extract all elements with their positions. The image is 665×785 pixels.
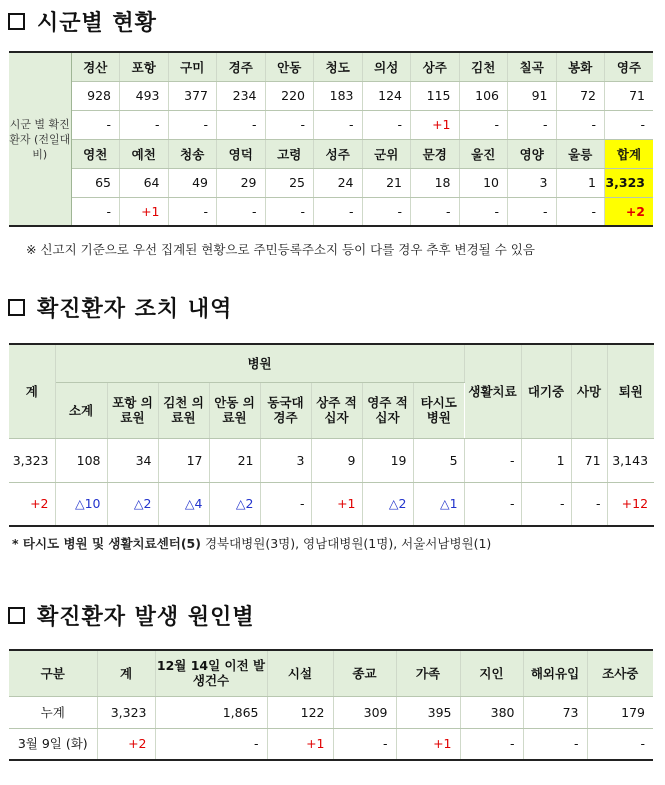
header-hospital-sub: 소계 bbox=[55, 382, 107, 438]
measures-note-text: 경북대병원(3명), 영남대병원(1명), 서울서남병원(1) bbox=[200, 536, 492, 551]
city-cell: 안동 bbox=[265, 52, 314, 81]
city-cell: 234 bbox=[217, 81, 266, 110]
city-cell: 영덕 bbox=[217, 139, 266, 168]
measures-total-cell: 3 bbox=[260, 438, 311, 482]
city-status-table bbox=[9, 51, 653, 227]
city-cell: - bbox=[265, 110, 314, 139]
city-cell: 울릉 bbox=[556, 139, 605, 168]
city-cell: - bbox=[71, 197, 120, 226]
measures-total-cell: 19 bbox=[362, 438, 413, 482]
causes-header-cell: 해외유입 bbox=[523, 650, 587, 696]
section-title-text: 시군별 현황 bbox=[37, 11, 157, 36]
measures-note-bold: * 타시도 병원 및 생활치료센터(5) bbox=[12, 536, 201, 551]
causes-cell: - bbox=[155, 728, 267, 760]
city-change-row bbox=[9, 110, 653, 139]
city-cell: 고령 bbox=[265, 139, 314, 168]
city-status-note: ※ 신고지 기준으로 우선 집계된 현황으로 주민등록주소지 등이 다를 경우 추후 변경될 수 있음 bbox=[26, 242, 535, 257]
city-cell: 합계 bbox=[605, 139, 654, 168]
causes-cell: - bbox=[587, 728, 653, 760]
city-cell: - bbox=[217, 197, 266, 226]
city-cell: - bbox=[217, 110, 266, 139]
causes-cell: +2 bbox=[97, 728, 155, 760]
city-cell: - bbox=[362, 110, 411, 139]
measures-table bbox=[9, 343, 654, 527]
city-cell: 문경 bbox=[411, 139, 460, 168]
measures-change-cell: - bbox=[260, 482, 311, 526]
measures-change-cell: △2 bbox=[362, 482, 413, 526]
city-cell: 경산 bbox=[71, 52, 120, 81]
causes-cell: - bbox=[523, 728, 587, 760]
city-cell: 3,323 bbox=[605, 168, 654, 197]
city-cell: 29 bbox=[217, 168, 266, 197]
city-cell: 청송 bbox=[168, 139, 217, 168]
section-title-text: 확진환자 발생 원인별 bbox=[37, 605, 255, 630]
city-cell: 91 bbox=[508, 81, 557, 110]
header-waiting: 대기중 bbox=[521, 344, 571, 438]
city-cell: 183 bbox=[314, 81, 363, 110]
section-title-city-status bbox=[8, 6, 157, 37]
measures-change-cell: +12 bbox=[607, 482, 654, 526]
causes-cell: 395 bbox=[396, 696, 460, 728]
city-cell: - bbox=[314, 197, 363, 226]
city-header-row bbox=[9, 52, 653, 81]
causes-header-cell: 구분 bbox=[9, 650, 97, 696]
causes-cell: 179 bbox=[587, 696, 653, 728]
city-cell: - bbox=[411, 197, 460, 226]
city-cell: 220 bbox=[265, 81, 314, 110]
city-cell: - bbox=[71, 110, 120, 139]
causes-cell: 3,323 bbox=[97, 696, 155, 728]
city-header-row bbox=[9, 139, 653, 168]
causes-header-cell: 12월 14일 이전 발생건수 bbox=[155, 650, 267, 696]
section-title-text: 확진환자 조치 내역 bbox=[37, 297, 233, 322]
checkbox-square-icon bbox=[8, 13, 25, 30]
measures-total-cell: 34 bbox=[107, 438, 158, 482]
city-cell: - bbox=[314, 110, 363, 139]
city-cell: +1 bbox=[411, 110, 460, 139]
checkbox-square-icon bbox=[8, 607, 25, 624]
city-cell: - bbox=[362, 197, 411, 226]
city-cell: - bbox=[168, 110, 217, 139]
header-hospital-sub: 김천 의료원 bbox=[158, 382, 209, 438]
measures-change-cell: +1 bbox=[311, 482, 362, 526]
city-cell: 청도 bbox=[314, 52, 363, 81]
measures-change-cell: △1 bbox=[413, 482, 464, 526]
city-cell: 64 bbox=[120, 168, 169, 197]
causes-header-cell: 조사중 bbox=[587, 650, 653, 696]
city-cell: +1 bbox=[120, 197, 169, 226]
city-cell: - bbox=[459, 197, 508, 226]
measures-total-cell: 3,143 bbox=[607, 438, 654, 482]
city-cell: 영천 bbox=[71, 139, 120, 168]
measures-note bbox=[12, 534, 491, 552]
header-hospital: 병원 bbox=[55, 344, 464, 382]
city-value-row bbox=[9, 168, 653, 197]
city-cell: 493 bbox=[120, 81, 169, 110]
city-cell: 18 bbox=[411, 168, 460, 197]
city-cell: 예천 bbox=[120, 139, 169, 168]
city-cell: +2 bbox=[605, 197, 654, 226]
city-cell: 울진 bbox=[459, 139, 508, 168]
city-cell: - bbox=[556, 197, 605, 226]
causes-cell: 누계 bbox=[9, 696, 97, 728]
causes-header-cell: 가족 bbox=[396, 650, 460, 696]
city-cell: 65 bbox=[71, 168, 120, 197]
measures-change-cell: △2 bbox=[209, 482, 260, 526]
causes-cell: 380 bbox=[460, 696, 523, 728]
city-cell: 3 bbox=[508, 168, 557, 197]
city-cell: 김천 bbox=[459, 52, 508, 81]
city-cell: 성주 bbox=[314, 139, 363, 168]
section-title-causes bbox=[8, 600, 255, 631]
city-cell: 봉화 bbox=[556, 52, 605, 81]
section-title-measures bbox=[8, 292, 232, 323]
causes-header-cell: 종교 bbox=[333, 650, 396, 696]
causes-cell: 3월 9일 (화) bbox=[9, 728, 97, 760]
header-hospital-sub: 동국대 경주 bbox=[260, 382, 311, 438]
causes-header-cell: 지인 bbox=[460, 650, 523, 696]
city-cell: 72 bbox=[556, 81, 605, 110]
causes-cell: - bbox=[333, 728, 396, 760]
city-cell: - bbox=[120, 110, 169, 139]
measures-change-cell: △2 bbox=[107, 482, 158, 526]
city-value-row bbox=[9, 81, 653, 110]
header-hospital-sub: 영주 적십자 bbox=[362, 382, 413, 438]
city-cell: - bbox=[459, 110, 508, 139]
causes-cell: 122 bbox=[267, 696, 333, 728]
causes-cell: 73 bbox=[523, 696, 587, 728]
measures-total-cell: 108 bbox=[55, 438, 107, 482]
city-cell: 상주 bbox=[411, 52, 460, 81]
city-cell: 10 bbox=[459, 168, 508, 197]
checkbox-square-icon bbox=[8, 299, 25, 316]
city-cell: 24 bbox=[314, 168, 363, 197]
city-cell: 칠곡 bbox=[508, 52, 557, 81]
city-cell: - bbox=[168, 197, 217, 226]
city-cell: 의성 bbox=[362, 52, 411, 81]
measures-change-cell: - bbox=[571, 482, 607, 526]
header-hospital-sub: 상주 적십자 bbox=[311, 382, 362, 438]
city-cell: 377 bbox=[168, 81, 217, 110]
city-cell: 49 bbox=[168, 168, 217, 197]
city-cell: 106 bbox=[459, 81, 508, 110]
causes-table bbox=[9, 649, 653, 761]
city-cell: 21 bbox=[362, 168, 411, 197]
measures-change-cell: +2 bbox=[9, 482, 55, 526]
city-cell: 25 bbox=[265, 168, 314, 197]
city-cell: 928 bbox=[71, 81, 120, 110]
city-cell: - bbox=[605, 110, 654, 139]
city-cell: - bbox=[556, 110, 605, 139]
measures-total-cell: 9 bbox=[311, 438, 362, 482]
city-cell: 포항 bbox=[120, 52, 169, 81]
causes-cell: +1 bbox=[267, 728, 333, 760]
measures-change-cell: - bbox=[521, 482, 571, 526]
city-change-row bbox=[9, 197, 653, 226]
causes-cell: - bbox=[460, 728, 523, 760]
measures-total-cell: 1 bbox=[521, 438, 571, 482]
city-cell: 구미 bbox=[168, 52, 217, 81]
header-hospital-sub: 안동 의료원 bbox=[209, 382, 260, 438]
city-cell: - bbox=[508, 197, 557, 226]
measures-change-cell: △4 bbox=[158, 482, 209, 526]
measures-change-cell: △10 bbox=[55, 482, 107, 526]
measures-total-cell: - bbox=[464, 438, 521, 482]
measures-total-cell: 71 bbox=[571, 438, 607, 482]
city-cell: 영주 bbox=[605, 52, 654, 81]
city-cell: 124 bbox=[362, 81, 411, 110]
causes-header-cell: 시설 bbox=[267, 650, 333, 696]
measures-total-cell: 21 bbox=[209, 438, 260, 482]
city-cell: - bbox=[265, 197, 314, 226]
measures-total-cell: 17 bbox=[158, 438, 209, 482]
city-cell: 71 bbox=[605, 81, 654, 110]
header-total: 계 bbox=[9, 344, 55, 438]
city-cell: 경주 bbox=[217, 52, 266, 81]
causes-cell: +1 bbox=[396, 728, 460, 760]
side-label: 시군 별 확진환자 (전일대비) bbox=[9, 52, 71, 226]
city-cell: 115 bbox=[411, 81, 460, 110]
header-discharged: 퇴원 bbox=[607, 344, 654, 438]
city-cell: 영양 bbox=[508, 139, 557, 168]
header-hospital-sub: 타시도 병원 bbox=[413, 382, 464, 438]
header-hospital-sub: 포항 의료원 bbox=[107, 382, 158, 438]
causes-header-cell: 계 bbox=[97, 650, 155, 696]
header-life-center: 생활치료 bbox=[464, 344, 521, 438]
measures-change-cell: - bbox=[464, 482, 521, 526]
city-cell: - bbox=[508, 110, 557, 139]
causes-cell: 309 bbox=[333, 696, 396, 728]
measures-total-cell: 5 bbox=[413, 438, 464, 482]
header-death: 사망 bbox=[571, 344, 607, 438]
city-cell: 군위 bbox=[362, 139, 411, 168]
measures-total-cell: 3,323 bbox=[9, 438, 55, 482]
causes-cell: 1,865 bbox=[155, 696, 267, 728]
city-cell: 1 bbox=[556, 168, 605, 197]
